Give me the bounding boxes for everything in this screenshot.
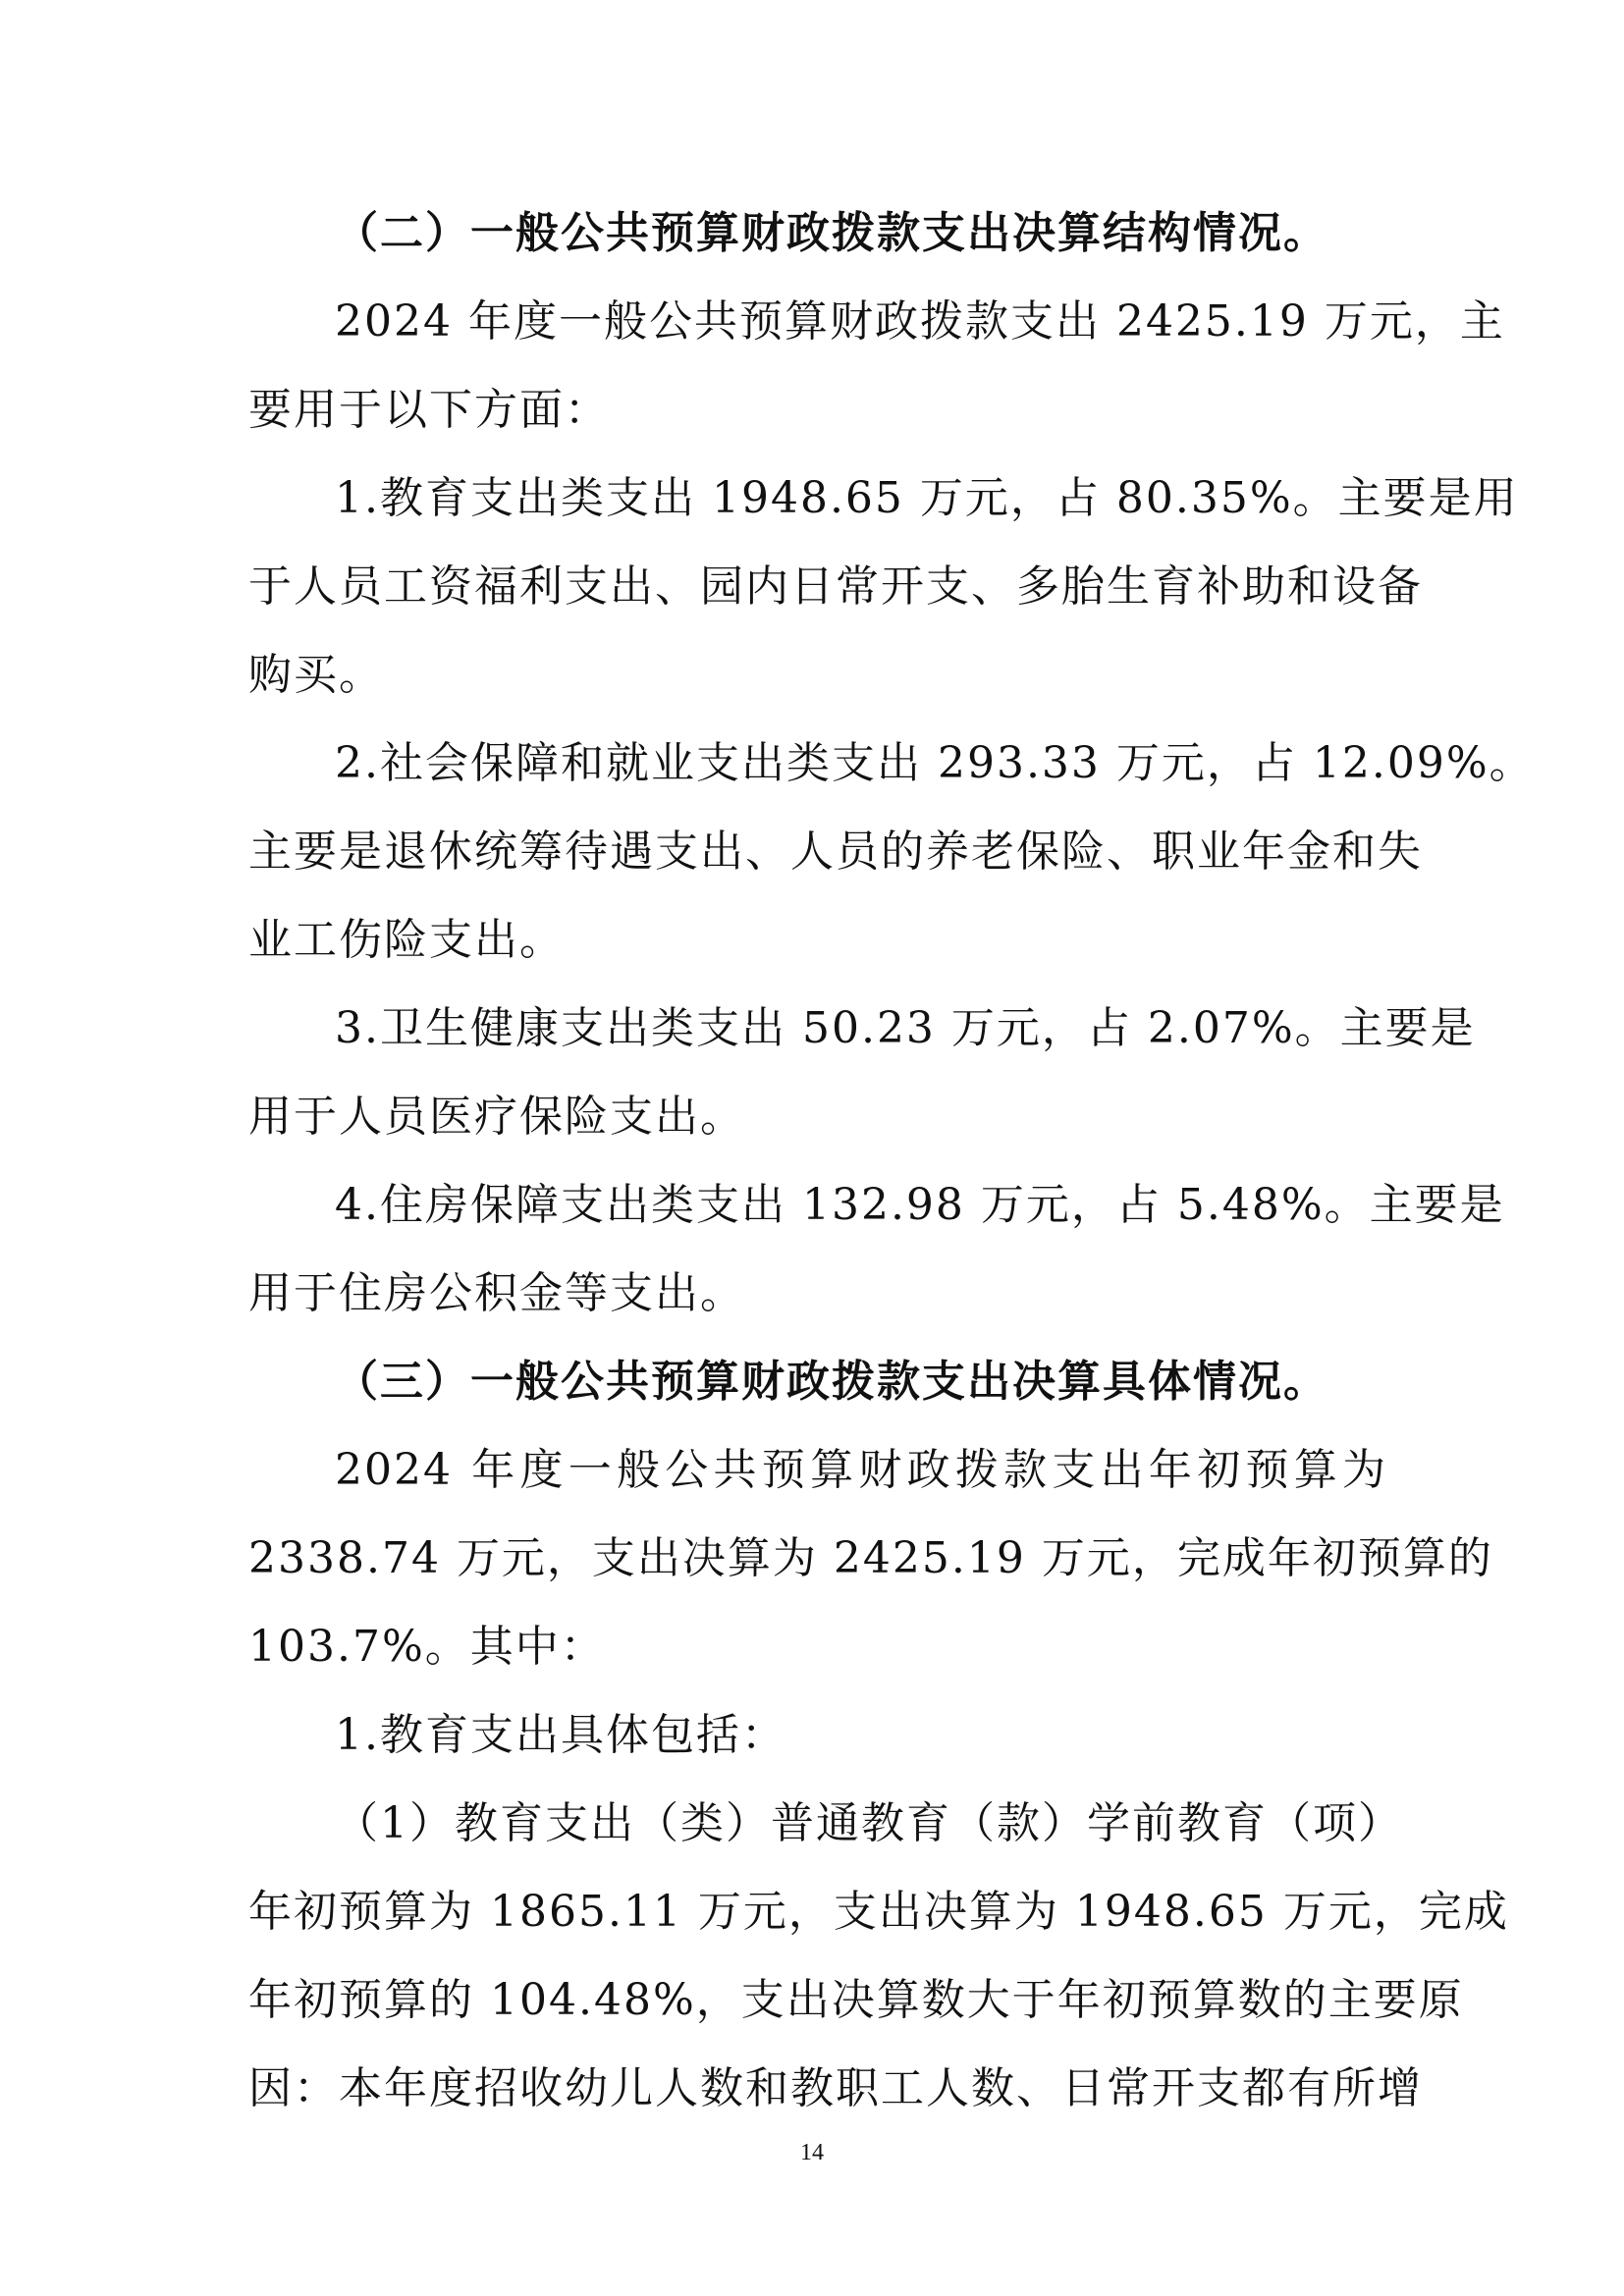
paragraph-line: 因：本年度招收幼儿人数和教职工人数、日常开支都有所增: [248, 2063, 1423, 2113]
paragraph-line: 2024 年度一般公共预算财政拨款支出 2425.19 万元，主: [335, 296, 1505, 347]
section-heading-2: （二）一般公共预算财政拨款支出决算结构情况。: [335, 208, 1328, 258]
paragraph-line: 年初预算为 1865.11 万元，支出决算为 1948.65 万元，完成: [248, 1887, 1509, 1937]
paragraph-line: 于人员工资福利支出、园内日常开支、多胎生育补助和设备: [248, 561, 1423, 612]
paragraph-line: 3.卫生健康支出类支出 50.23 万元，占 2.07%。主要是: [335, 1003, 1476, 1053]
section-heading-3: （三）一般公共预算财政拨款支出决算具体情况。: [335, 1357, 1328, 1407]
paragraph-line: 要用于以下方面：: [248, 385, 610, 435]
paragraph-line: 主要是退休统筹待遇支出、人员的养老保险、职业年金和失: [248, 827, 1423, 877]
paragraph-line: 年初预算的 104.48%，支出决算数大于年初预算数的主要原: [248, 1975, 1464, 2025]
paragraph-line: 1.教育支出类支出 1948.65 万元，占 80.35%。主要是用: [335, 473, 1519, 523]
page-number: 14: [800, 2140, 824, 2165]
paragraph-line: 2.社会保障和就业支出类支出 293.33 万元，占 12.09%。: [335, 738, 1535, 788]
paragraph-line: 4.住房保障支出类支出 132.98 万元，占 5.48%。主要是: [335, 1180, 1505, 1230]
paragraph-line: 购买。: [248, 650, 384, 700]
paragraph-line: 103.7%。其中：: [248, 1622, 606, 1672]
paragraph-line: 用于住房公积金等支出。: [248, 1268, 745, 1318]
paragraph-line: 2024 年度一般公共预算财政拨款支出年初预算为: [335, 1445, 1387, 1495]
paragraph-line: （1）教育支出（类）普通教育（款）学前教育（项）: [335, 1798, 1403, 1848]
paragraph-line: 1.教育支出具体包括：: [335, 1710, 786, 1760]
paragraph-line: 用于人员医疗保险支出。: [248, 1092, 745, 1142]
paragraph-line: 2338.74 万元，支出决算为 2425.19 万元，完成年初预算的: [248, 1533, 1493, 1583]
paragraph-line: 业工伤险支出。: [248, 915, 565, 965]
